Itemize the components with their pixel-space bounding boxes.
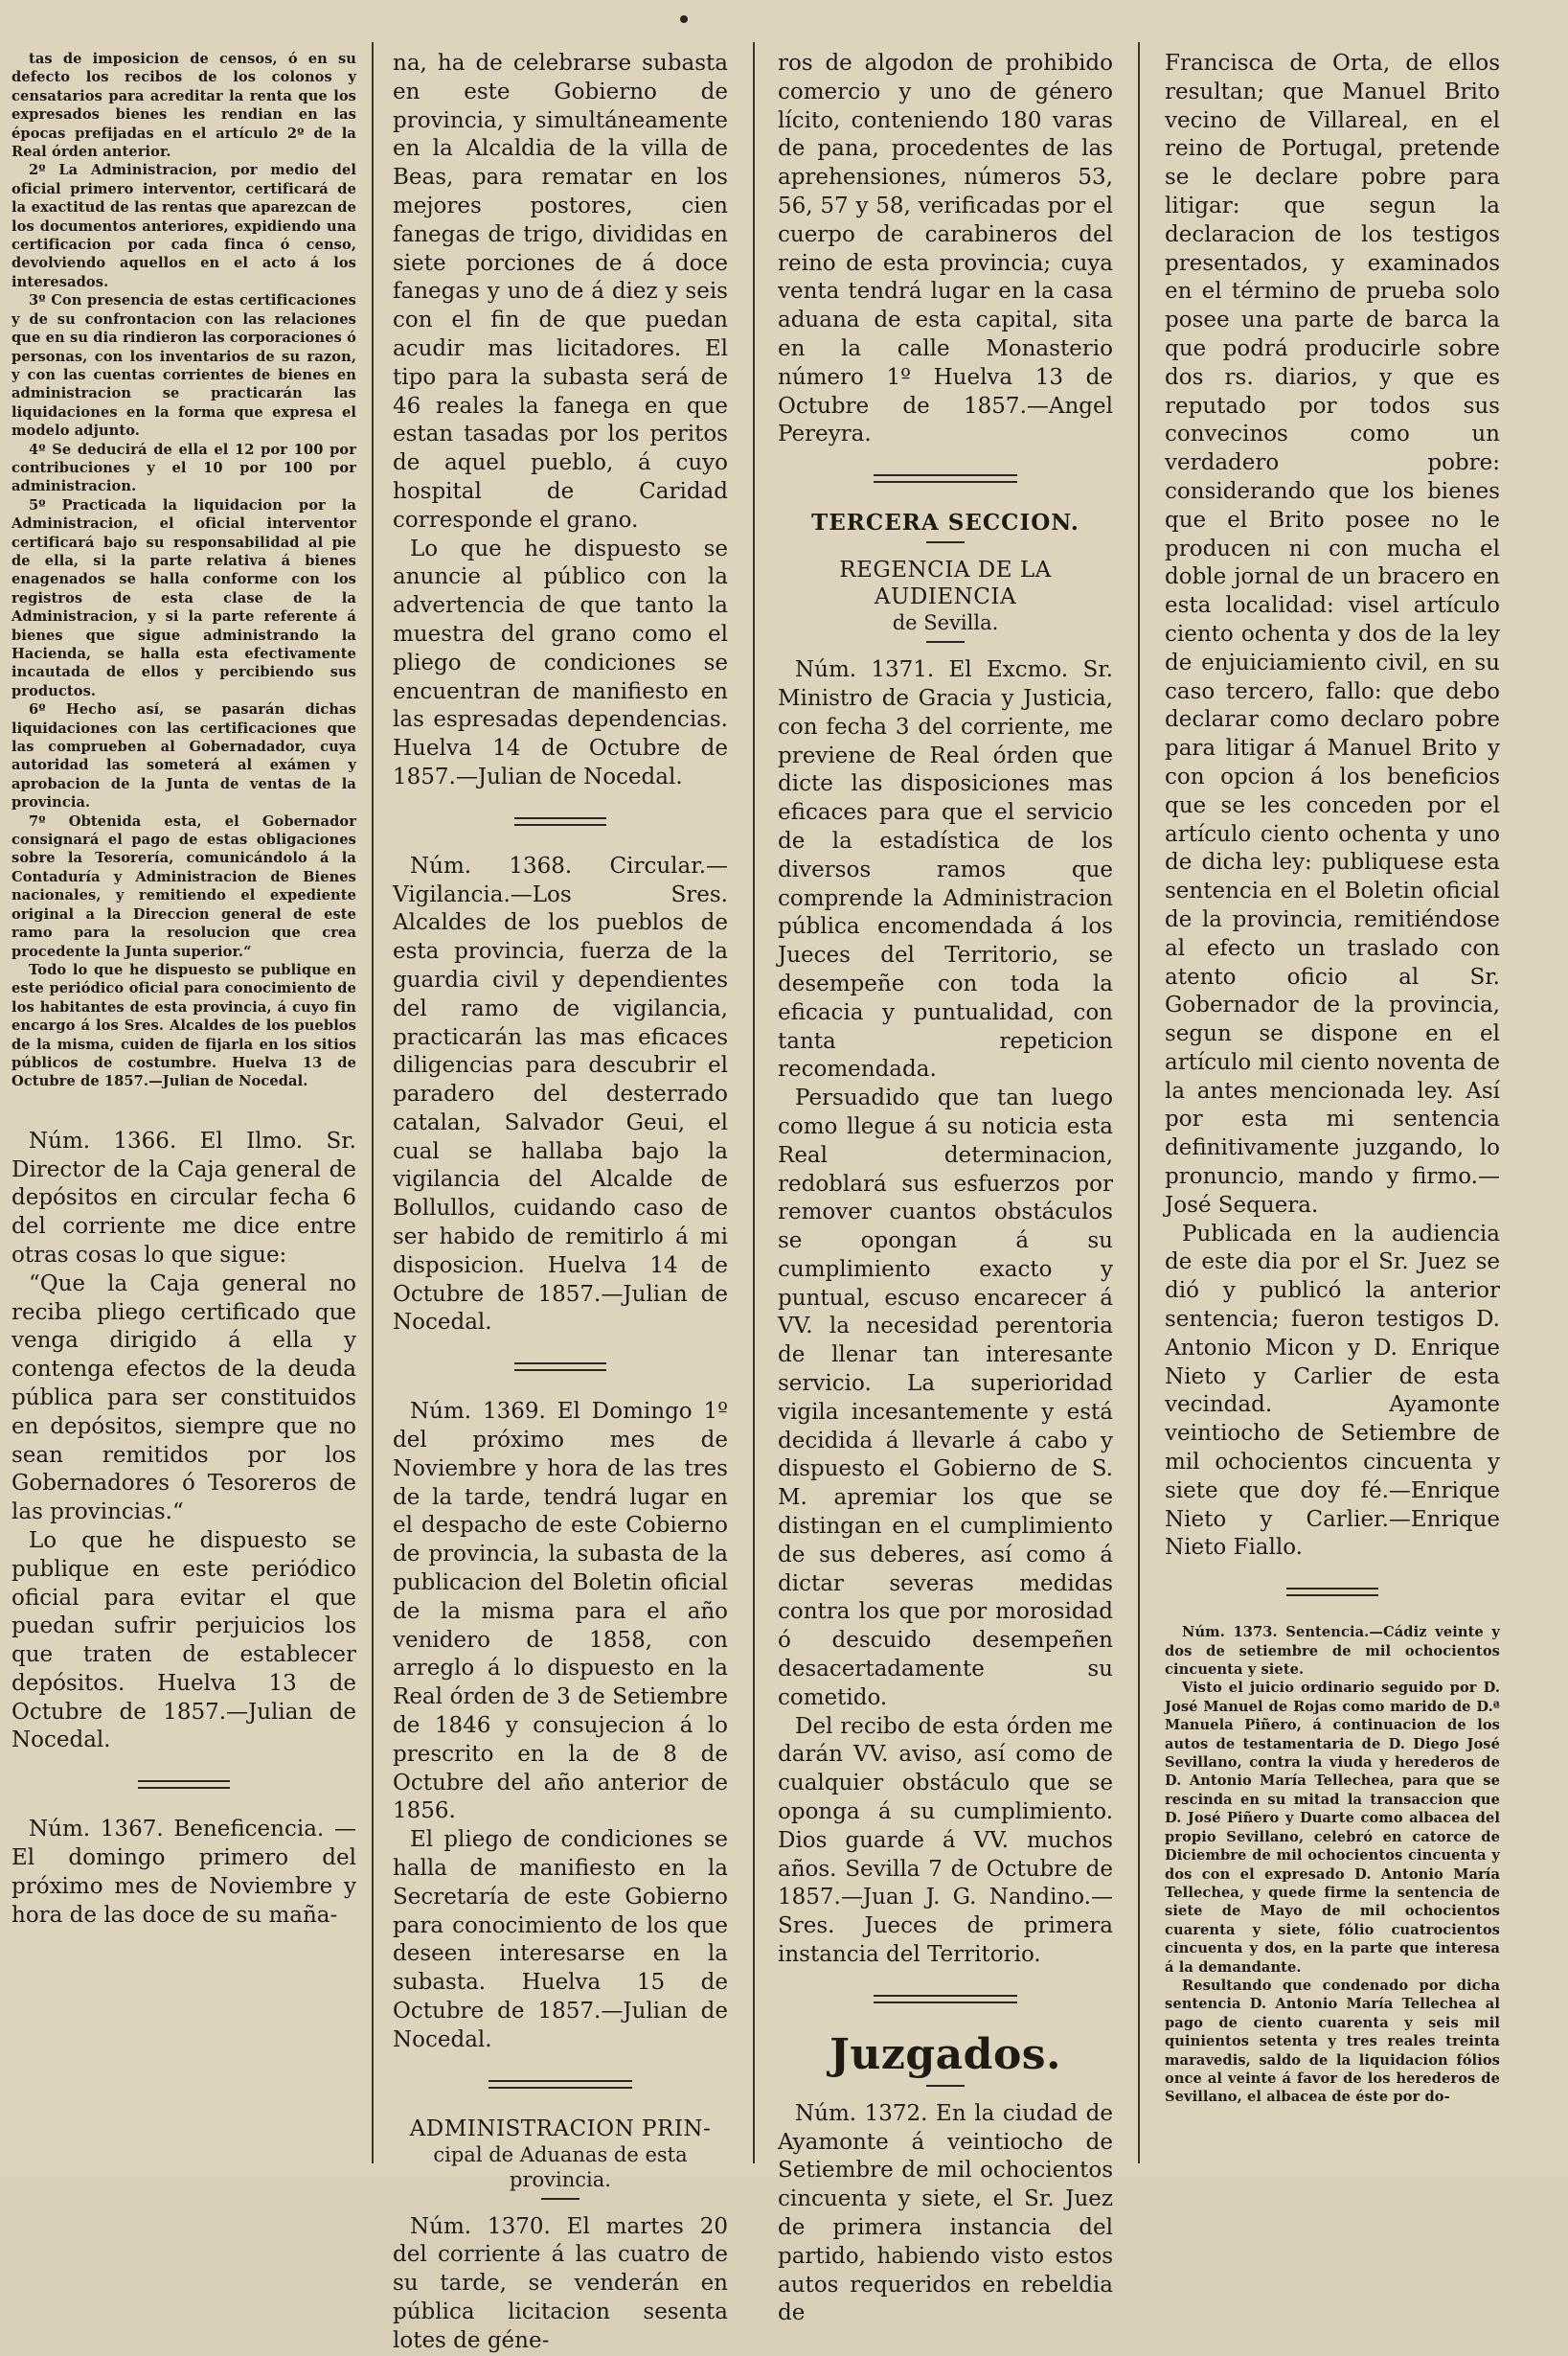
paragraph: tas de imposicion de censos, ó en su defecto los recibos de los colonos y censatarios para acreditar la renta que los expresados bienes les rendian en las épocas prefijadas en el artículo 2º de la Real órden anterior. xyxy=(11,51,356,161)
notice-1370 xyxy=(393,2213,728,2356)
juzgados-heading: Juzgados. xyxy=(829,2029,1061,2079)
paragraph: 7º Obtenida esta, el Gobernador consignará el pago de estas obligaciones sobre la Tesorería, comunicándolo á la Contaduría y Administracion de Bienes nacionales, y remitiendo el expediente original a la Direccion general de este ramo para la resolucion que crea procedente la Junta superior.“ xyxy=(11,812,356,960)
paragraph: “Que la Caja general no reciba pliego certificado que venga dirigido á ella y contenga efectos de la deuda pública para ser constituidos en depósitos, siempre que no sean remitidos por los Gobernadores ó Tesoreros de las provincias.“ xyxy=(11,1270,356,1525)
paragraph: Núm. 1373. Sentencia.—Cádiz veinte y dos de setiembre de mil ochocientos cincuenta y siete. xyxy=(1165,1624,1500,1679)
paragraph: 5º Practicada la liquidacion por la Administracion, el oficial interventor certificará bajo su responsabilidad al pie de ella, si la parte relativa á bienes enagenados se halla conforme con los registros de esta clase de la Administracion, y si la parte referente á bienes que sigue administrando la Hacienda, se halla esta efectivamente incautada de ellos y percibiendo sus productos. xyxy=(11,496,356,699)
notice-1370-cont xyxy=(778,50,1113,449)
admin-subheading: cipal de Aduanas de esta provincia. xyxy=(433,2142,688,2191)
paragraph: Resultando que condenado por dicha sentencia D. Antonio María Tellechea al pago de ciento cuarenta y seis mil quinientos setenta y tres reales treinta maravedis, saldo de la liquidacion fólios once al veinte á favor de los herederos de Sevillano, el albacea de éste por do- xyxy=(1165,1977,1500,2106)
notice-1369 xyxy=(393,1398,728,2054)
paragraph: Francisca de Orta, de ellos resultan; que Manuel Brito vecino de Villareal, en el reino de Portugal, pretende se le declare pobre para litigar: que segun la declaracion de los testigos presentados, y examinados en el término de prueba solo posee una parte de barca la que podrá producirle sobre dos rs. diarios, y que es reputado por todos sus convecinos como un verdadero pobre: considerando que los bienes que el Brito posee no le producen ni con mucha el doble jornal de un bracero en esta localidad: visel artículo ciento ochenta y dos de la ley de enjuiciamiento civil, en su caso tercero, fallo: que debo declarar como declaro pobre para litigar á Manuel Brito y con opcion á los beneficios que se les conceden por el artículo ciento ochenta y uno de dicha ley: publiquese esta sentencia en el Boletin oficial de la provincia, remitiéndose al efecto un traslado con atento oficio al Sr. Gobernador de la provincia, segun se dispone en el artículo mil ciento noventa de la antes mencionada ley. Así por esta mi sentencia definitivamente juzgando, lo pronuncio, mando y firmo.—José Sequera. xyxy=(1165,51,1500,1218)
notice-1368 xyxy=(393,853,728,1338)
column-rule-1 xyxy=(372,42,374,2163)
paragraph: Núm. 1368. Circular.— Vigilancia.—Los Sres. Alcaldes de los pueblos de esta provincia, fuerza de la guardia civil y dependientes del ramo de vigilancia, practicarán las mas eficaces diligencias para descubrir el paradero del desterrado catalan, Salvador Geui, el cual se hallaba bajo la vigilancia del Alcalde de Bollullos, cuidando caso de ser habido de remitirlo á mi disposicion. Huelva 14 de Octubre de 1857.—Julian de Nocedal. xyxy=(393,853,728,1336)
separator-rule xyxy=(489,2080,632,2089)
regencia-subheading: de Sevilla. xyxy=(892,611,999,635)
column-rule-2 xyxy=(753,42,755,2163)
paragraph: Núm. 1366. El Ilmo. Sr. Director de la Caja general de depósitos en circular fecha 6 del corriente me dice entre otras cosas lo que sigue: xyxy=(11,1128,356,1268)
section-heading: TERCERA SECCION. xyxy=(811,510,1079,537)
paragraph: Núm. 1371. El Excmo. Sr. Ministro de Gracia y Justicia, con fecha 3 del corriente, me previene de Real órden que dicte las disposiciones mas eficaces para que el servicio de la estadística de los diversos ramos que comprende la Administracion pública encomendada á los Jueces del Territorio, se desempeñe con toda la eficacia y puntualidad, con tanta repeticion recomendada. xyxy=(778,657,1113,1083)
notice-1373 xyxy=(1165,1623,1500,2107)
paragraph: Núm. 1369. El Domingo 1º del próximo mes de Noviembre y hora de las tres de la tarde, tendrá lugar en el despacho de este Cobierno de provincia, la subasta de la publicacion del Boletin oficial de la misma para el año venidero de 1858, con arreglo á lo dispuesto en la Real órden de 3 de Setiembre de 1846 y consujecion á lo prescrito en la de 8 de Octubre del año anterior de 1856. xyxy=(393,1399,728,1824)
heading-tick xyxy=(926,541,965,543)
paragraph: Lo que he dispuesto se anuncie al público con la advertencia de que tanto la muestra del grano como el pliego de condiciones se encuentran de manifiesto en las espresadas dependencias. Huelva 14 de Octubre de 1857.—Julian de Nocedal. xyxy=(393,536,728,789)
notice-1372 xyxy=(778,2100,1113,2328)
top-ornament-dot xyxy=(680,15,688,23)
paragraph: Todo lo que he dispuesto se publique en este periódico oficial para conocimiento de los habitantes de esta provincia, á cuyo fin encargo á los Sres. Alcaldes de los pueblos de la misma, cuiden de fijarla en los sitios públicos de costumbre. Huelva 13 de Octubre de 1857.—Julian de Nocedal. xyxy=(11,961,356,1090)
paragraph: Publicada en la audiencia de este dia por el Sr. Juez se dió y publicó la anterior sentencia; fueron testigos D. Antonio Micon y D. Enrique Nieto y Carlier de esta vecindad. Ayamonte veintiocho de Setiembre de mil ochocientos cincuenta y siete que doy fé.—Enrique Nieto y Carlier.—Enrique Nieto Fiallo. xyxy=(1165,1221,1500,1561)
col1-small-text xyxy=(11,50,356,1091)
paragraph: na, ha de celebrarse subasta en este Gobierno de provincia, y simultáneamente en la Alcaldia de la villa de Beas, para rematar en los mejores postores, cien fanegas de trigo, divididas en siete porciones de á doce fanegas y uno de á diez y seis con el fin de que puedan acudir mas licitadores. El tipo para la subasta será de 46 reales la fanega en que estan tasadas por los peritos de aquel pueblo, á cuyo hospital de Caridad corresponde el grano. xyxy=(393,51,728,533)
regencia-heading: REGENCIA DE LA AUDIENCIA xyxy=(839,558,1052,610)
notice-1367 xyxy=(11,1816,356,1930)
admin-heading: ADMINISTRACION PRIN- xyxy=(409,2116,712,2141)
column-rule-3 xyxy=(1138,42,1140,2163)
paragraph: Persuadido que tan luego como llegue á su noticia esta Real determinacion, redoblará sus esfuerzos por remover cuantos obstáculos se opongan á su cumplimiento exacto y puntual, escuso encarecer á VV. la necesidad perentoria de llenar tan interesante servicio. La superioridad vigila incesantemente y está decidida á llevarle á cabo y dispuesto el Gobierno de S. M. apremiar los que se distingan en el cumplimiento de sus deberes, así como á dictar severas medidas contra los que por morosidad ó descuido desempeñen desacertadamente su cometido. xyxy=(778,1086,1113,1710)
paragraph: Lo que he dispuesto se publique en este periódico oficial para evitar el que puedan sufrir perjuicios los que traten de establecer depósitos. Huelva 13 de Octubre de 1857.—Julian de Nocedal. xyxy=(11,1527,356,1753)
paragraph: 4º Se deducirá de ella el 12 por 100 por contribuciones y el 10 por 100 por administracion. xyxy=(11,441,356,495)
heading-tick xyxy=(541,2198,579,2200)
column-2 xyxy=(393,50,728,2353)
paragraph: ros de algodon de prohibido comercio y uno de género lícito, conteniendo 180 varas de pana, procedentes de las aprehensiones, números 53, 56, 57 y 58, verificadas por el cuerpo de carabineros del reino de esta provincia; cuya venta tendrá lugar en la casa aduana de esta capital, sita en la calle Monasterio número 1º Huelva 13 de Octubre de 1857.—Angel Pereyra. xyxy=(778,51,1113,447)
separator-rule xyxy=(874,474,1017,483)
paragraph: Visto el juicio ordinario seguido por D. José Manuel de Rojas como marido de D.ª Manuela Piñero, á continuacion de los autos de testamentaria de D. Diego José Sevillano, contra la viuda y herederos de D. Antonio María Tellechea, para que se rescinda en su mitad la transaccion que D. José Piñero y Duarte como albacea del propio Sevillano, celebró en catorce de Diciembre de mil ochocientos cincuenta y dos con el expresado D. Antonio María Tellechea, y quede firme la sentencia de siete de Mayo de mil ochocientos cuarenta y siete, fólio cuatrocientos cincuenta y dos, en la parte que interesa á la demandante. xyxy=(1165,1680,1500,1976)
heading-tick xyxy=(926,2085,965,2087)
notice-1367-cont xyxy=(393,50,728,792)
column-3 xyxy=(778,50,1113,2326)
paragraph: Del recibo de esta órden me darán VV. aviso, así como de cualquier obstáculo que se oponga á su cumplimiento. Dios guarde á VV. muchos años. Sevilla 7 de Octubre de 1857.—Juan J. G. Nandino.—Sres. Jueces de primera instancia del Territorio. xyxy=(778,1713,1113,1968)
paragraph: Núm. 1370. El martes 20 del corriente á las cuatro de su tarde, se venderán en pública licitacion sesenta lotes de géne- xyxy=(393,2213,728,2353)
paragraph: 2º La Administracion, por medio del oficial primero interventor, certificará de la exactitud de las rentas que aparezcan de los documentos anteriores, expidiendo una certificacion por cada finca ó censo, devolviendo aquellos en el acto á los interesados. xyxy=(11,162,356,290)
notice-1372-cont xyxy=(1165,50,1500,1563)
heading-tick xyxy=(926,641,965,643)
separator-rule xyxy=(138,1780,230,1789)
notice-1366 xyxy=(11,1128,356,1756)
paragraph: El pliego de condiciones se halla de manifiesto en la Secretaría de este Gobierno para conocimiento de los que deseen interesarse en la subasta. Huelva 15 de Octubre de 1857.—Julian de Nocedal. xyxy=(393,1827,728,2052)
separator-rule xyxy=(874,1995,1017,2003)
separator-rule xyxy=(514,1362,606,1371)
paragraph: Núm. 1372. En la ciudad de Ayamonte á veintiocho de Setiembre de mil ochocientos cincuenta y siete, el Sr. Juez de primera instancia del partido, habiendo visto estos autos requeridos en rebeldia de xyxy=(778,2100,1113,2326)
column-1 xyxy=(11,50,356,2160)
separator-rule xyxy=(1286,1588,1378,1596)
separator-rule xyxy=(514,817,606,826)
paragraph: 3º Con presencia de estas certificaciones y de su confrontacion con las relaciones que en su dia rindieron las corporaciones ó personas, con los inventarios de su razon, y con las cuentas corrientes de bienes en administracion se practicarán las liquidaciones en la forma que expresa el modelo adjunto. xyxy=(11,292,356,440)
paragraph: 6º Hecho así, se pasarán dichas liquidaciones con las certificaciones que las comprueben al Gobernadador, cuya autoridad las someterá al exámen y aprobacion de la Junta de ventas de la provincia. xyxy=(11,701,356,812)
notice-1371 xyxy=(778,656,1113,1970)
paragraph: Núm. 1367. Beneficencia. —El domingo primero del próximo mes de Noviembre y hora de las doce de su maña- xyxy=(11,1817,356,1928)
column-4 xyxy=(1165,50,1500,2160)
